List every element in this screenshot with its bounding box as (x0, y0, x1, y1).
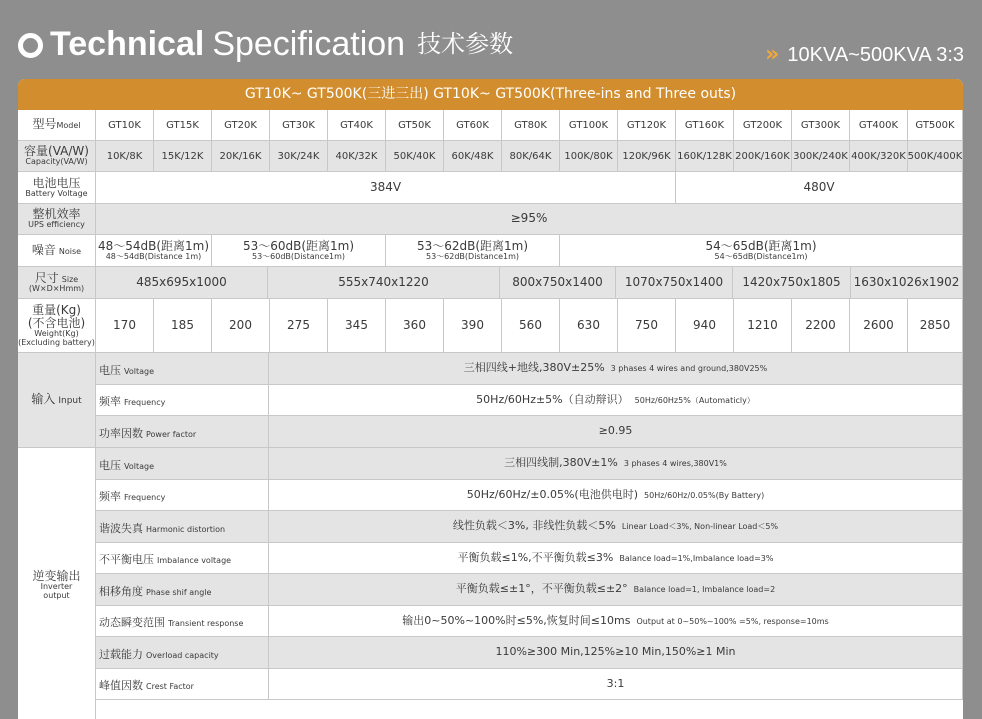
weight-label-cn: 重量(Kg) (32, 302, 81, 317)
output-param-value (269, 606, 963, 637)
output-value-text (467, 489, 764, 501)
output-value-cn: 50Hz/60Hz/±0.05%(电池供电时) (466, 487, 639, 501)
model-name: GT100K (568, 119, 609, 131)
input-value-text (476, 394, 755, 406)
output-param-cn: 不平衡电压 (99, 553, 154, 567)
weight-cell (676, 299, 734, 353)
input-param-value (269, 353, 963, 385)
model-name: GT15K (166, 119, 199, 131)
model-name: GT30K (282, 119, 315, 131)
noise-value-cn: 53～60dB(距离1m) (242, 238, 355, 253)
capacity-value: 10K/8K (106, 150, 143, 162)
size-value (733, 267, 851, 299)
capacity-label (18, 141, 96, 172)
size-value-text: 1630x1026x1902 (853, 274, 960, 289)
input-group-label (18, 353, 96, 448)
output-value-cn: 110%≥300 Min,125%≥10 Min,150%≥1 Min (495, 645, 736, 659)
weight-cell (908, 299, 963, 353)
input-param-text (99, 391, 165, 409)
weight-value: 750 (635, 317, 658, 332)
model-cell (270, 110, 328, 141)
capacity-range (765, 42, 964, 67)
capacity-cell (676, 141, 734, 172)
input-param-cn: 功率因数 (99, 426, 143, 440)
capacity-cell (328, 141, 386, 172)
size-value-text: 800x750x1400 (512, 274, 603, 289)
output-value-en: Balance load=1, Imbalance load=2 (633, 585, 776, 595)
model-label-cn: 型号 (32, 117, 57, 132)
size-value-text: 485x695x1000 (136, 274, 227, 289)
weight-value: 2850 (919, 317, 951, 332)
weight-value: 940 (693, 317, 716, 332)
weight-cell (96, 299, 154, 353)
model-name: GT20K (224, 119, 257, 131)
size-value-text: 555x740x1220 (338, 274, 429, 289)
output-param-cn: 频率 (99, 490, 121, 504)
model-label-en: Model (56, 121, 81, 131)
output-value-en: 3 phases 4 wires,380V1% (623, 459, 727, 469)
noise-label-cn: 噪音 (31, 242, 56, 257)
output-value-en: 50Hz/60Hz/0.05%(By Battery) (644, 490, 765, 500)
capacity-value: 160K/128K (677, 150, 732, 162)
input-value-cn: ≥0.95 (598, 424, 633, 438)
model-name: GT500K (915, 119, 955, 131)
noise-value-en: 53～62dB(Distance1m) (425, 251, 520, 261)
weight-cell (734, 299, 792, 353)
weight-cell (792, 299, 850, 353)
output-param-cn: 过载能力 (99, 647, 143, 661)
weight-value: 390 (461, 317, 484, 332)
output-param-label (96, 637, 269, 669)
capacity-cell (444, 141, 502, 172)
output-param-text (99, 518, 225, 536)
range-text: 10KVA~500KVA 3:3 (787, 44, 964, 66)
output-label-en: Inverter (40, 581, 73, 591)
weight-cell (212, 299, 270, 353)
input-param-label (96, 416, 269, 448)
weight-value: 200 (229, 317, 252, 332)
capacity-cell (96, 141, 154, 172)
weight-value: 1210 (747, 317, 778, 332)
noise-value-en: 48～54dB(Distance 1m) (105, 251, 202, 261)
model-name: GT160K (684, 119, 725, 131)
output-param-en: Harmonic distortion (146, 524, 226, 534)
output-param-text (99, 549, 231, 567)
input-value-en: 50Hz/60Hz5%（Automaticly） (634, 395, 755, 405)
output-param-value (269, 511, 963, 543)
output-param-value (269, 543, 963, 574)
noise-value-cn: 54～65dB(距离1m) (705, 238, 817, 253)
weight-value: 630 (577, 317, 600, 332)
battery-value-text: 384V (369, 179, 402, 194)
input-value-text (464, 362, 768, 374)
output-value-cn: 三相四线制,380V±1% (504, 456, 618, 470)
weight-cell (328, 299, 386, 353)
input-param-en: Frequency (124, 398, 166, 408)
model-cell (386, 110, 444, 141)
weight-cell (444, 299, 502, 353)
output-param-text (99, 612, 243, 630)
capacity-value: 30K/24K (277, 150, 320, 162)
output-group-label (18, 448, 96, 719)
capacity-cell (386, 141, 444, 172)
capacity-value: 15K/12K (161, 150, 204, 162)
capacity-cell (154, 141, 212, 172)
input-value-en: 3 phases 4 wires and ground,380V25% (610, 364, 768, 374)
spec-table (18, 79, 963, 719)
size-label (18, 267, 96, 299)
output-value-en: Balance load=1%,Imbalance load=3% (619, 553, 774, 563)
output-param-cn: 相移角度 (99, 584, 143, 598)
noise-value (96, 235, 212, 267)
output-param-text (99, 675, 194, 693)
weight-value: 560 (519, 317, 542, 332)
output-param-label (96, 448, 269, 480)
capacity-value: 80K/64K (509, 150, 552, 162)
output-value-cn: 输出0~50%~100%时≤5%,恢复时间≤10ms (402, 613, 631, 627)
input-value-text (599, 425, 633, 437)
output-value-en: Linear Load＜3%, Non-linear Load＜5% (621, 522, 779, 532)
noise-label-en: Noise (58, 246, 82, 256)
battery-value (676, 172, 963, 204)
output-value-cn: 平衡负载≤±1°，不平衡负载≤±2° (455, 582, 628, 596)
weight-value: 185 (171, 317, 194, 332)
model-name: GT50K (398, 119, 431, 131)
input-value-cn: 三相四线+地线,380V±25% (463, 361, 605, 375)
size-label-text (35, 272, 78, 285)
model-cell (328, 110, 386, 141)
model-cell (676, 110, 734, 141)
output-param-value (269, 637, 963, 669)
input-param-text (99, 360, 154, 378)
output-param-en: Imbalance voltage (157, 556, 232, 566)
output-value-text (607, 678, 625, 690)
page-title (50, 24, 513, 64)
table-banner: GT10K~ GT500K(三进三出) GT10K~ GT500K(Three-ins and Three outs) (18, 79, 963, 110)
battery-label (18, 172, 96, 204)
efficiency-value (96, 204, 963, 235)
output-param-text (99, 581, 211, 599)
output-value-text (456, 583, 775, 595)
noise-value-cn: 53～62dB(距离1m) (416, 238, 529, 253)
output-value-text (495, 646, 735, 658)
efficiency-value-text: ≥95% (510, 211, 548, 226)
model-cell (908, 110, 963, 141)
output-param-en: Transient response (168, 619, 244, 629)
output-param-text (99, 644, 219, 662)
model-cell (212, 110, 270, 141)
output-param-text (99, 455, 154, 473)
output-value-text (453, 520, 778, 532)
model-cell (792, 110, 850, 141)
input-param-value (269, 416, 963, 448)
input-group-text (31, 393, 81, 407)
capacity-label-cn: 容量(VA/W) (24, 144, 89, 158)
size-value-text: 1420x750x1805 (742, 274, 841, 289)
output-param-label (96, 574, 269, 606)
weight-label-cn-2: (不含电池) (27, 315, 86, 330)
battery-label-cn: 电池电压 (32, 175, 81, 190)
capacity-value: 500K/400K (908, 150, 963, 162)
weight-value: 2600 (863, 317, 894, 332)
output-param-en: Phase shif angle (146, 587, 212, 597)
size-value (268, 267, 500, 299)
input-param-label (96, 353, 269, 385)
model-label (18, 110, 96, 141)
input-param-cn: 频率 (99, 395, 121, 409)
output-label-en-2: output (43, 590, 70, 600)
weight-label-en: Weight(Kg) (34, 328, 79, 338)
weight-cell (850, 299, 908, 353)
input-param-en: Voltage (124, 366, 155, 376)
weight-value: 275 (287, 317, 310, 332)
weight-value: 170 (113, 317, 136, 332)
size-value (616, 267, 733, 299)
output-param-value (269, 669, 963, 700)
output-param-en: Voltage (124, 461, 155, 471)
capacity-cell (908, 141, 963, 172)
model-name: GT200K (742, 119, 783, 131)
model-label-text (32, 118, 80, 131)
model-name: GT400K (858, 119, 899, 131)
capacity-value: 400K/320K (851, 150, 906, 162)
noise-value-en: 54～65dB(Distance1m) (714, 251, 808, 261)
efficiency-label-cn: 整机效率 (32, 207, 81, 221)
weight-value: 345 (345, 317, 368, 332)
output-param-cn: 谐波失真 (99, 521, 143, 535)
input-param-cn: 电压 (99, 363, 121, 377)
size-value-text: 1070x750x1400 (624, 274, 724, 289)
capacity-value: 60K/48K (451, 150, 494, 162)
capacity-cell (618, 141, 676, 172)
weight-cell (386, 299, 444, 353)
input-param-en: Power factor (146, 429, 197, 439)
circle-bullet-icon (18, 33, 43, 58)
output-value-text (402, 615, 828, 627)
output-param-cn: 动态瞬变范围 (99, 616, 165, 630)
weight-cell (502, 299, 560, 353)
capacity-cell (792, 141, 850, 172)
capacity-cell (270, 141, 328, 172)
noise-value-cn: 48～54dB(距离1m) (97, 238, 210, 253)
model-cell (850, 110, 908, 141)
size-value (96, 267, 268, 299)
model-name: GT80K (514, 119, 547, 131)
weight-label-en-2: (Excluding battery) (18, 337, 95, 347)
title-bold: Technical (50, 25, 205, 63)
capacity-cell (502, 141, 560, 172)
output-param-en: Frequency (124, 493, 166, 503)
capacity-value: 100K/80K (564, 150, 613, 162)
battery-label-en: Battery Voltage (25, 188, 88, 198)
capacity-value: 120K/96K (622, 150, 671, 162)
model-cell (444, 110, 502, 141)
weight-cell (270, 299, 328, 353)
output-param-cn: 电压 (99, 458, 121, 472)
output-param-label (96, 669, 269, 700)
input-param-value (269, 385, 963, 416)
noise-value (386, 235, 560, 267)
model-cell (734, 110, 792, 141)
size-label-unit: (W×D×Hmm) (28, 283, 85, 293)
capacity-value: 40K/32K (335, 150, 378, 162)
output-value-en: Output at 0~50%~100% =5%, response=10ms (636, 616, 829, 626)
efficiency-label (18, 204, 96, 235)
output-param-label (96, 480, 269, 511)
capacity-value: 20K/16K (219, 150, 262, 162)
output-param-value (269, 480, 963, 511)
input-param-label (96, 385, 269, 416)
capacity-value: 300K/240K (793, 150, 848, 162)
noise-value-en: 53～60dB(Distance1m) (251, 251, 346, 261)
weight-cell (618, 299, 676, 353)
weight-label (18, 299, 96, 353)
output-value-text (504, 457, 727, 469)
double-chevron-icon: » (765, 42, 780, 67)
capacity-value: 50K/40K (393, 150, 436, 162)
output-param-cn: 峰值因数 (99, 679, 143, 693)
weight-value: 360 (403, 317, 426, 332)
input-value-cn: 50Hz/60Hz±5%（自动辩识） (476, 392, 629, 406)
capacity-cell (212, 141, 270, 172)
output-param-label (96, 543, 269, 574)
model-name: GT40K (340, 119, 373, 131)
size-label-cn: 尺寸 (34, 270, 59, 285)
output-param-text (99, 486, 165, 504)
weight-cell (154, 299, 212, 353)
output-value-cn: 3:1 (606, 676, 625, 690)
input-param-text (99, 423, 196, 441)
title-light: Specification (212, 25, 406, 63)
noise-label-text (32, 244, 81, 257)
battery-value (96, 172, 676, 204)
model-cell (560, 110, 618, 141)
output-param-en: Overload capacity (146, 650, 219, 660)
efficiency-label-en: UPS efficiency (28, 220, 85, 230)
capacity-cell (560, 141, 618, 172)
output-label-cn: 逆变输出 (32, 568, 81, 583)
output-param-value (269, 448, 963, 480)
output-param-label (96, 606, 269, 637)
output-param-label (96, 511, 269, 543)
capacity-cell (850, 141, 908, 172)
noise-label (18, 235, 96, 267)
model-cell (618, 110, 676, 141)
size-value (851, 267, 963, 299)
weight-cell (560, 299, 618, 353)
output-value-cn: 线性负载＜3%, 非线性负载＜5% (452, 519, 616, 533)
output-param-value (269, 574, 963, 606)
model-name: GT120K (626, 119, 667, 131)
output-value-text (457, 552, 773, 564)
battery-value-text: 480V (803, 179, 835, 194)
input-label-en: Input (58, 396, 82, 407)
capacity-cell (734, 141, 792, 172)
noise-value (560, 235, 963, 267)
output-value-cn: 平衡负载≤1%,不平衡负载≤3% (457, 550, 614, 564)
title-cn: 技术参数 (417, 30, 514, 58)
capacity-value: 200K/160K (735, 150, 790, 162)
input-label-cn: 输入 (31, 392, 56, 407)
model-cell (96, 110, 154, 141)
page-header (0, 0, 982, 80)
model-name: GT300K (800, 119, 841, 131)
size-label-en: Size (61, 274, 79, 284)
model-cell (502, 110, 560, 141)
model-cell (154, 110, 212, 141)
model-name: GT10K (108, 119, 141, 131)
noise-value (212, 235, 386, 267)
capacity-label-en: Capacity(VA/W) (25, 157, 88, 167)
model-name: GT60K (456, 119, 489, 131)
size-value (500, 267, 616, 299)
weight-value: 2200 (805, 317, 836, 332)
output-param-en: Crest Factor (146, 682, 194, 692)
